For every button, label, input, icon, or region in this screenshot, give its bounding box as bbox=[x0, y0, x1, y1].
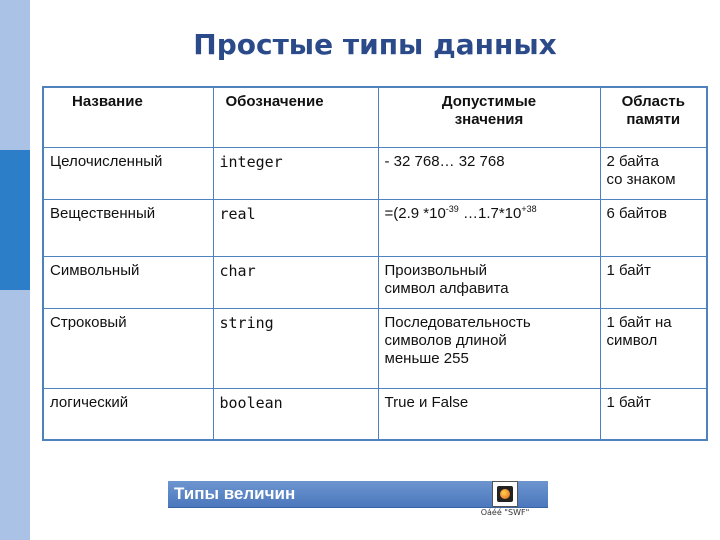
left-bar-dark-segment bbox=[0, 150, 30, 290]
swf-icon-emblem bbox=[500, 489, 510, 499]
table-row bbox=[43, 388, 707, 440]
header-name: Название bbox=[43, 87, 213, 147]
cell-memory: 1 байт bbox=[600, 388, 707, 440]
swf-icon-caption: Oáéé "SWF" bbox=[480, 508, 530, 517]
bottom-bar-label: Типы величин bbox=[174, 484, 296, 503]
types-of-values-link-bar[interactable] bbox=[168, 481, 548, 508]
cell-memory: 1 байт на символ bbox=[600, 308, 707, 388]
left-decorative-bar bbox=[0, 0, 30, 540]
table-row bbox=[43, 308, 707, 388]
header-symbol: Обозначение bbox=[213, 87, 378, 147]
cell-symbol: char bbox=[213, 256, 378, 308]
table-header-row bbox=[43, 87, 707, 147]
table-row bbox=[43, 199, 707, 256]
header-memory: Область памяти bbox=[600, 87, 707, 147]
left-bar-light-segment bbox=[0, 0, 30, 150]
cell-symbol: real bbox=[213, 199, 378, 256]
cell-values: True и False bbox=[378, 388, 600, 440]
swf-icon-inner bbox=[497, 486, 513, 502]
cell-name: логический bbox=[43, 388, 213, 440]
cell-name: Целочисленный bbox=[43, 147, 213, 199]
page-title: Простые типы данных bbox=[193, 28, 557, 61]
table-row bbox=[43, 256, 707, 308]
swf-file-icon[interactable] bbox=[492, 481, 518, 507]
cell-values: - 32 768… 32 768 bbox=[378, 147, 600, 199]
cell-name: Строковый bbox=[43, 308, 213, 388]
left-bar-light-segment-bottom bbox=[0, 290, 30, 540]
cell-values: Произвольный символ алфавита bbox=[378, 256, 600, 308]
cell-memory: 2 байта со знаком bbox=[600, 147, 707, 199]
cell-values: Последовательность символов длиной меньше 255 bbox=[378, 308, 600, 388]
header-values: Допустимые значения bbox=[378, 87, 600, 147]
cell-symbol: boolean bbox=[213, 388, 378, 440]
cell-name: Символьный bbox=[43, 256, 213, 308]
cell-symbol: integer bbox=[213, 147, 378, 199]
cell-memory: 1 байт bbox=[600, 256, 707, 308]
cell-symbol: string bbox=[213, 308, 378, 388]
cell-name: Вещественный bbox=[43, 199, 213, 256]
cell-memory: 6 байтов bbox=[600, 199, 707, 256]
table-row bbox=[43, 147, 707, 199]
data-types-table bbox=[42, 86, 708, 441]
cell-values: =(2.9 $*10^{-39}$ $\dots 1.7*10^{+38}$ bbox=[378, 199, 600, 256]
